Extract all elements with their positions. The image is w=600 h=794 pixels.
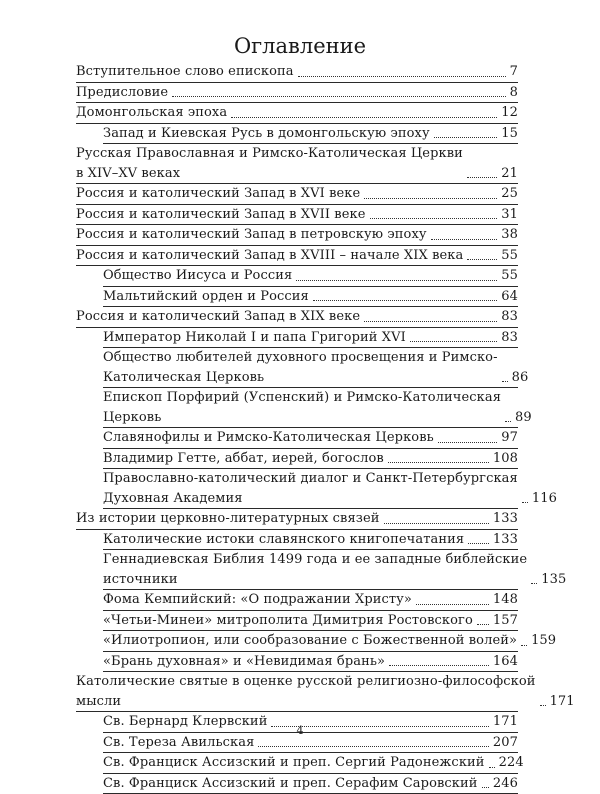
dot-leader <box>364 321 497 322</box>
toc-entry-page: 21 <box>497 164 518 184</box>
toc-entry-title <box>103 611 477 631</box>
toc-subentry <box>103 287 518 308</box>
toc-entry-title <box>103 550 531 589</box>
toc-entry <box>76 184 518 205</box>
toc-entry-title-line: Общество Иисуса и Россия <box>103 266 292 286</box>
toc-entry-title-line: Св. Франциск Ассизский и преп. Сергий Радонежский <box>103 753 485 773</box>
toc-entry-page: 83 <box>497 307 518 327</box>
dot-leader <box>370 218 498 219</box>
dot-leader <box>313 300 497 301</box>
dot-leader <box>467 177 497 178</box>
toc-entry-title-line: «Четьи-Минеи» митрополита Димитрия Ростовского <box>103 611 473 631</box>
toc-entry <box>76 62 518 83</box>
toc-subentry <box>103 469 518 509</box>
toc-subentry <box>103 449 518 470</box>
toc-entry <box>76 205 518 226</box>
toc-entry-page: 55 <box>497 266 518 286</box>
toc-entry <box>76 225 518 246</box>
dot-leader <box>468 543 489 544</box>
toc-entry-title <box>76 307 364 327</box>
toc-entry-title <box>76 184 364 204</box>
toc-subentry <box>103 388 518 428</box>
toc-entry-title-line: мысли <box>76 692 536 712</box>
toc-entry-title <box>76 672 540 711</box>
page-title: Оглавление <box>0 34 600 58</box>
toc-entry-title <box>103 428 438 448</box>
toc-subentry <box>103 774 518 794</box>
dot-leader <box>482 787 489 788</box>
toc-entry-title-line: Церковь <box>103 408 501 428</box>
dot-leader <box>388 462 489 463</box>
toc-entry-title <box>76 62 298 82</box>
toc-entry-page: 133 <box>489 530 518 550</box>
toc-entry-title-line: Император Николай I и папа Григорий XVI <box>103 328 406 348</box>
table-of-contents <box>76 62 518 794</box>
toc-entry <box>76 672 518 712</box>
toc-entry-page: 157 <box>489 611 518 631</box>
toc-entry-page: 108 <box>489 449 518 469</box>
toc-entry-title-line: Россия и католический Запад в петровскую эпоху <box>76 225 427 245</box>
toc-subentry <box>103 124 518 145</box>
dot-leader <box>231 117 497 118</box>
toc-entry-title <box>103 287 313 307</box>
toc-subentry <box>103 550 518 590</box>
dot-leader <box>438 442 497 443</box>
toc-subentry <box>103 590 518 611</box>
toc-entry-title <box>76 83 172 103</box>
toc-entry-title-line: Католическая Церковь <box>103 368 498 388</box>
toc-entry-title-line: Россия и католический Запад в XVI веке <box>76 184 360 204</box>
toc-entry-title <box>76 144 467 183</box>
page-number: 4 <box>0 724 600 737</box>
toc-entry-title-line: Фома Кемпийский: «О подражании Христу» <box>103 590 412 610</box>
dot-leader <box>258 746 488 747</box>
toc-entry-title-line: Православно-католический диалог и Санкт-Петербургская <box>103 469 518 489</box>
toc-entry-title-line: Мальтийский орден и Россия <box>103 287 309 307</box>
toc-entry-title <box>103 590 416 610</box>
toc-entry-title <box>76 103 231 123</box>
toc-entry-title-line: Св. Франциск Ассизский и преп. Серафим Саровский <box>103 774 478 794</box>
toc-entry-title-line: Епископ Порфирий (Успенский) и Римско-Католическая <box>103 388 501 408</box>
toc-entry-title-line: Владимир Гетте, аббат, иерей, богослов <box>103 449 384 469</box>
dot-leader <box>384 523 489 524</box>
toc-entry-title <box>76 246 467 266</box>
toc-subentry <box>103 348 518 388</box>
toc-subentry <box>103 631 518 652</box>
toc-entry-title <box>103 124 434 144</box>
toc-entry-page: 64 <box>497 287 518 307</box>
dot-leader <box>467 259 497 260</box>
toc-subentry <box>103 328 518 349</box>
dot-leader <box>416 604 489 605</box>
toc-entry-title-line: Россия и католический Запад в XIX веке <box>76 307 360 327</box>
toc-entry-title <box>103 266 296 286</box>
toc-entry-title <box>103 753 489 773</box>
toc-subentry <box>103 652 518 673</box>
toc-entry-title-line: в XIV–XV веках <box>76 164 463 184</box>
toc-entry-title <box>103 388 505 427</box>
toc-entry-title-line: Католические святые в оценке русской религиозно-философской <box>76 672 536 692</box>
toc-entry <box>76 246 518 267</box>
toc-entry-page: 86 <box>508 368 529 388</box>
toc-entry-title <box>76 509 384 529</box>
toc-entry-page: 8 <box>506 83 518 103</box>
toc-entry-title-line: Славянофилы и Римско-Католическая Церковь <box>103 428 434 448</box>
dot-leader <box>431 239 498 240</box>
toc-entry-title <box>76 225 431 245</box>
toc-entry <box>76 509 518 530</box>
toc-entry-page: 148 <box>489 590 518 610</box>
toc-entry-title-line: Католические истоки славянского книгопечатания <box>103 530 464 550</box>
toc-entry-title-line: Св. Тереза Авильская <box>103 733 254 753</box>
dot-leader <box>477 624 489 625</box>
toc-entry-title <box>103 774 482 794</box>
toc-entry-page: 133 <box>489 509 518 529</box>
dot-leader <box>298 76 506 77</box>
dot-leader <box>296 280 497 281</box>
toc-entry-title-line: Россия и католический Запад в XVIII – начале XIX века <box>76 246 463 266</box>
toc-entry-title-line: Домонгольская эпоха <box>76 103 227 123</box>
toc-entry-page: 15 <box>497 124 518 144</box>
toc-entry-title <box>103 449 388 469</box>
toc-entry-title-line: Россия и католический Запад в XVII веке <box>76 205 366 225</box>
toc-subentry <box>103 753 518 774</box>
toc-entry-title-line: Из истории церковно-литературных связей <box>76 509 380 529</box>
toc-subentry <box>103 266 518 287</box>
dot-leader <box>434 137 498 138</box>
toc-entry-page: 97 <box>497 428 518 448</box>
toc-entry-title-line: «Брань духовная» и «Невидимая брань» <box>103 652 385 672</box>
toc-entry-page: 164 <box>489 652 518 672</box>
toc-subentry <box>103 530 518 551</box>
toc-entry-title <box>103 652 389 672</box>
toc-entry-title-line: Вступительное слово епископа <box>76 62 294 82</box>
toc-entry <box>76 144 518 184</box>
toc-entry-page: 31 <box>497 205 518 225</box>
toc-entry-page: 171 <box>489 712 518 732</box>
toc-entry-page: 116 <box>528 489 557 509</box>
toc-entry-title <box>103 530 468 550</box>
toc-entry-title-line: Геннадиевская Библия 1499 года и ее западные библейские <box>103 550 527 570</box>
toc-entry-page: 89 <box>511 408 532 428</box>
toc-entry-page: 171 <box>546 692 575 712</box>
toc-entry-title <box>103 328 410 348</box>
toc-entry-page: 55 <box>497 246 518 266</box>
toc-entry-page: 25 <box>497 184 518 204</box>
toc-entry <box>76 83 518 104</box>
toc-entry <box>76 103 518 124</box>
toc-entry-title-line: Св. Бернард Клервский <box>103 712 267 732</box>
toc-entry-page: 135 <box>537 570 566 590</box>
toc-entry-title <box>76 205 370 225</box>
toc-entry-page: 207 <box>489 733 518 753</box>
toc-entry-page: 83 <box>497 328 518 348</box>
dot-leader <box>389 665 489 666</box>
toc-entry <box>76 307 518 328</box>
toc-entry-page: 12 <box>497 103 518 123</box>
toc-subentry <box>103 428 518 449</box>
toc-entry-title-line: Духовная Академия <box>103 489 518 509</box>
toc-entry-title <box>103 348 502 387</box>
toc-entry-page: 246 <box>489 774 518 794</box>
toc-entry-page: 224 <box>495 753 524 773</box>
toc-subentry <box>103 611 518 632</box>
toc-entry-title <box>103 631 521 651</box>
toc-entry-page: 38 <box>497 225 518 245</box>
toc-entry-title-line: Общество любителей духовного просвещения и Римско- <box>103 348 498 368</box>
toc-entry-title-line: «Илиотропион, или сообразование с Божественной волей» <box>103 631 517 651</box>
toc-entry-title-line: Предисловие <box>76 83 168 103</box>
toc-entry-page: 7 <box>506 62 518 82</box>
dot-leader <box>172 96 505 97</box>
toc-entry-title <box>103 469 522 508</box>
dot-leader <box>410 341 497 342</box>
toc-entry-title-line: Русская Православная и Римско-Католическая Церкви <box>76 144 463 164</box>
toc-entry-title-line: Запад и Киевская Русь в домонгольскую эпоху <box>103 124 430 144</box>
dot-leader <box>364 198 497 199</box>
toc-entry-title-line: источники <box>103 570 527 590</box>
toc-entry-page: 159 <box>527 631 556 651</box>
